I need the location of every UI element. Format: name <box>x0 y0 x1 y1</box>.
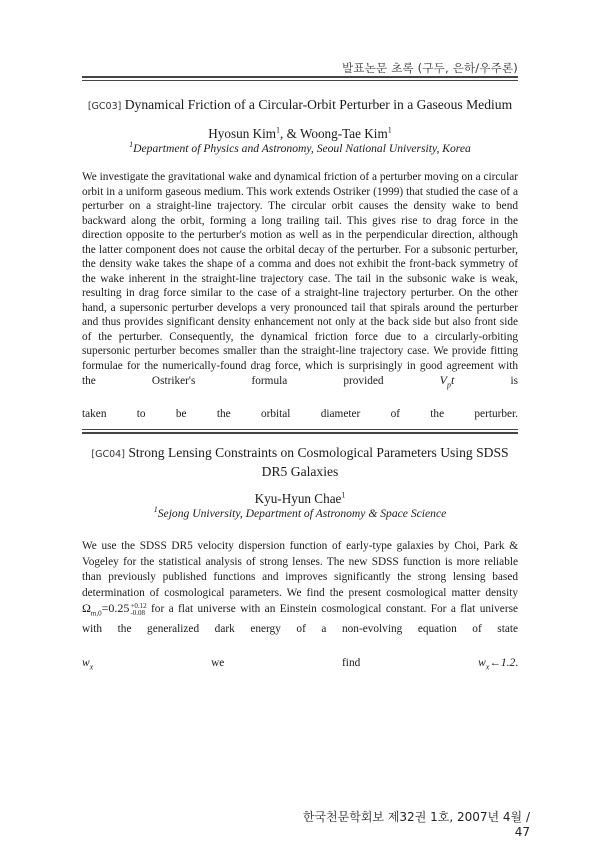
abstract-body-text: . <box>515 656 519 669</box>
header-rule <box>82 76 518 81</box>
abstract-gc03 <box>82 96 518 421</box>
author-name: Woong-Tae Kim <box>299 126 388 141</box>
abstract-body-text: we find <box>211 656 361 669</box>
abstract-body-text: for a flat universe with an Einstein cosmological constant. For a flat universe with the generalized dark energy of a non-evolving equation of state <box>82 603 518 636</box>
abstract-code: [GC04] <box>91 449 125 460</box>
abstract-title-text: Strong Lensing Constraints on Cosmological Parameters Using SDSS DR5 Galaxies <box>128 445 509 479</box>
abstract-body-last-line <box>82 656 518 675</box>
author-name: Hyosun Kim <box>208 126 277 141</box>
affiliation: $^1$Department of Physics and Astronomy, Seoul National University, Korea <box>129 140 471 155</box>
page-footer: 한국천문학회보 제32권 1호, 2007년 4월 / 47 <box>302 810 530 839</box>
author-separator: , & <box>280 126 300 141</box>
author-list: Hyosun Kim$^1$, & Woong-Tae Kim$^1$ <box>208 125 392 141</box>
abstract-body-text: is <box>510 375 518 387</box>
math-wx: $w_x$ <box>82 656 94 672</box>
affiliation-text: Department of Physics and Astronomy, Seoul National University, Korea <box>133 142 471 155</box>
section-divider <box>82 429 518 434</box>
math-wx-result: $w_x\leftarrow 1.2$ <box>478 656 516 672</box>
abstract-gc04 <box>82 444 518 675</box>
affiliation-text: Sejong University, Department of Astronomy & Space Science <box>157 507 447 520</box>
math-vpt: $V_pt$ <box>439 373 455 390</box>
abstract-title <box>82 444 518 480</box>
math-omega: $\Omega_{m,0}=0.25+0.12$ -0.08 <box>82 601 147 618</box>
author-name: Kyu-Hyun Chae <box>254 491 342 506</box>
abstract-body-text: We investigate the gravitational wake and dynamical friction of a perturber moving on a circular orbit in a uniform gaseous medium. This work extends Ostriker (1999) that studied the case of a perturber on a straight-line trajectory. The circular orbit causes the density wake to bend backward along the orbit, forming a long trailing tail. This gives rise to drag force in the direction opposite to the perturber's motion as well as in the perpendicular direction, although the latter component does not cause the orbital decay of the perturber. For a subsonic perturber, the density wake takes the shape of a comma and does not exhibit the front-back symmetry of the wake inherent in the straight-line trajectory case. The tail in the subsonic wake is weak, resulting in drag force similar to the case of a straight-line trajectory perturber. On the other hand, a supersonic perturber develops a very pronounced tail that spirals around the perturber and thus provides significant density enhancement not only at the back side but also front side of the perturber. Consequently, the dynamical friction force due to a circularly-orbiting supersonic perturber becomes smaller than the straight-line trajectory case. We provide fitting formulae for the numerically-found drag force, which is surprisingly in good agreement with the Ostriker's formula provided <box>82 171 518 387</box>
author-list: Kyu-Hyun Chae$^1$ <box>254 490 346 506</box>
abstract-body <box>82 170 518 393</box>
abstract-body <box>82 539 518 638</box>
affiliation: $^1$Sejong University, Department of Astronomy & Space Science <box>153 505 447 520</box>
abstract-body-last-line: taken to be the orbital diameter of the perturber. <box>82 407 518 420</box>
abstract-body-text: We use the SDSS DR5 velocity dispersion function of early-type galaxies by Choi, Park & Vogeley for the statistical analysis of strong lenses. The new SDSS function is more reliable than previously published functions and improves significantly the strong lensing based determination of cosmological parameters. We find the present cosmological matter density <box>82 540 518 599</box>
running-header: 발표논문 초록 (구두, 은하/우주론) <box>342 61 518 75</box>
abstract-title-text: Dynamical Friction of a Circular-Orbit Perturber in a Gaseous Medium <box>124 97 513 112</box>
abstract-code: [GC03] <box>87 101 122 112</box>
abstract-title <box>82 96 518 115</box>
